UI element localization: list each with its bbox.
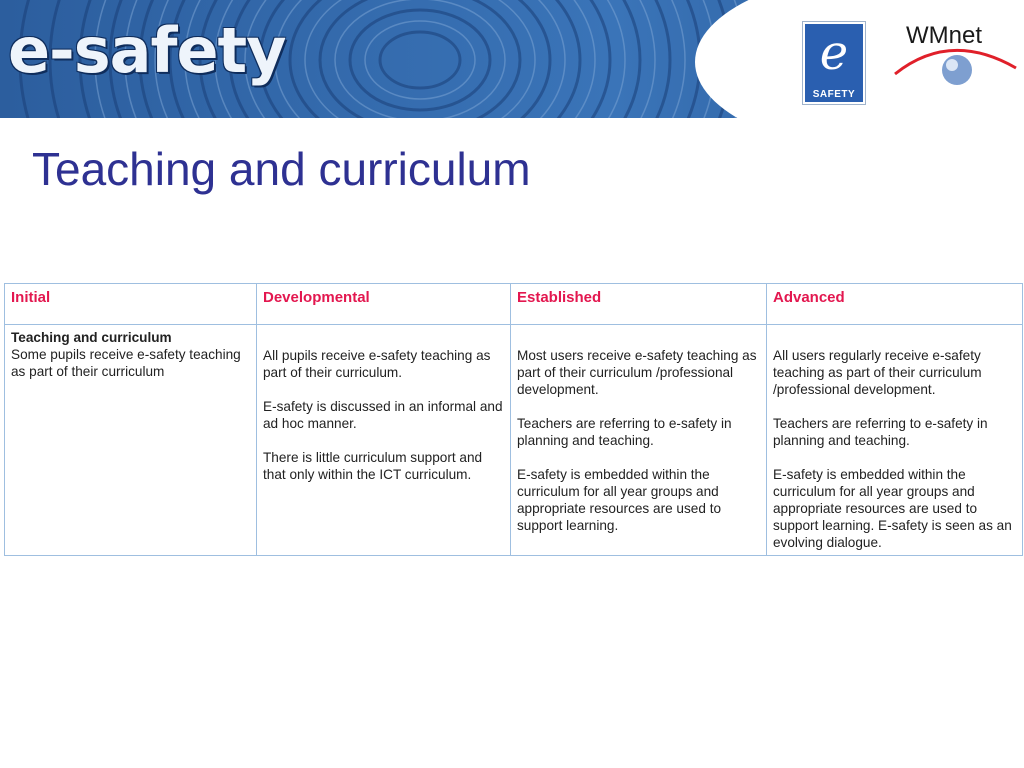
established-text-2: Teachers are referring to e-safety in planning and teaching. [517,416,732,448]
header-developmental: Developmental [257,284,511,325]
wmnet-logo: WMnet [906,22,983,49]
developmental-text-2: E-safety is discussed in an informal and ad hoc manner. [263,399,503,431]
established-text-1: Most users receive e-safety teaching as part of their curriculum /professional development. [517,348,757,397]
badge-letter: e [819,25,849,81]
developmental-text-1: All pupils receive e-safety teaching as part of their curriculum. [263,348,491,380]
page-title: Teaching and curriculum [32,143,531,195]
cell-established [511,325,767,556]
advanced-text-2: Teachers are referring to e-safety in planning and teaching. [773,416,988,448]
advanced-text-3: E-safety is embedded within the curriculum for all year groups and appropriate resources are used to support learning. E-safety is seen as an evolving dialogue. [773,467,1012,550]
header-established: Established [511,284,767,325]
table-row [5,325,1023,556]
header-initial: Initial [5,284,257,325]
cell-initial [5,325,257,556]
cell-advanced [767,325,1023,556]
e-safety-badge-icon [803,22,865,104]
cell-developmental [257,325,511,556]
developmental-text-3: There is little curriculum support and that only within the ICT curriculum. [263,450,483,482]
header-banner [0,0,1024,118]
advanced-text-1: All users regularly receive e-safety teaching as part of their curriculum /professional development. [773,348,982,397]
table-header-row [5,284,1023,325]
established-text-3: E-safety is embedded within the curriculum for all year groups and appropriate resources are used to support learning. [517,467,722,533]
header-advanced: Advanced [767,284,1023,325]
e-safety-logo: e-safety [8,14,286,87]
curriculum-rubric-table [4,283,1023,556]
row-heading: Teaching and curriculum [11,330,172,345]
initial-text: Some pupils receive e-safety teaching as part of their curriculum [11,347,241,379]
badge-label: SAFETY [812,89,856,100]
